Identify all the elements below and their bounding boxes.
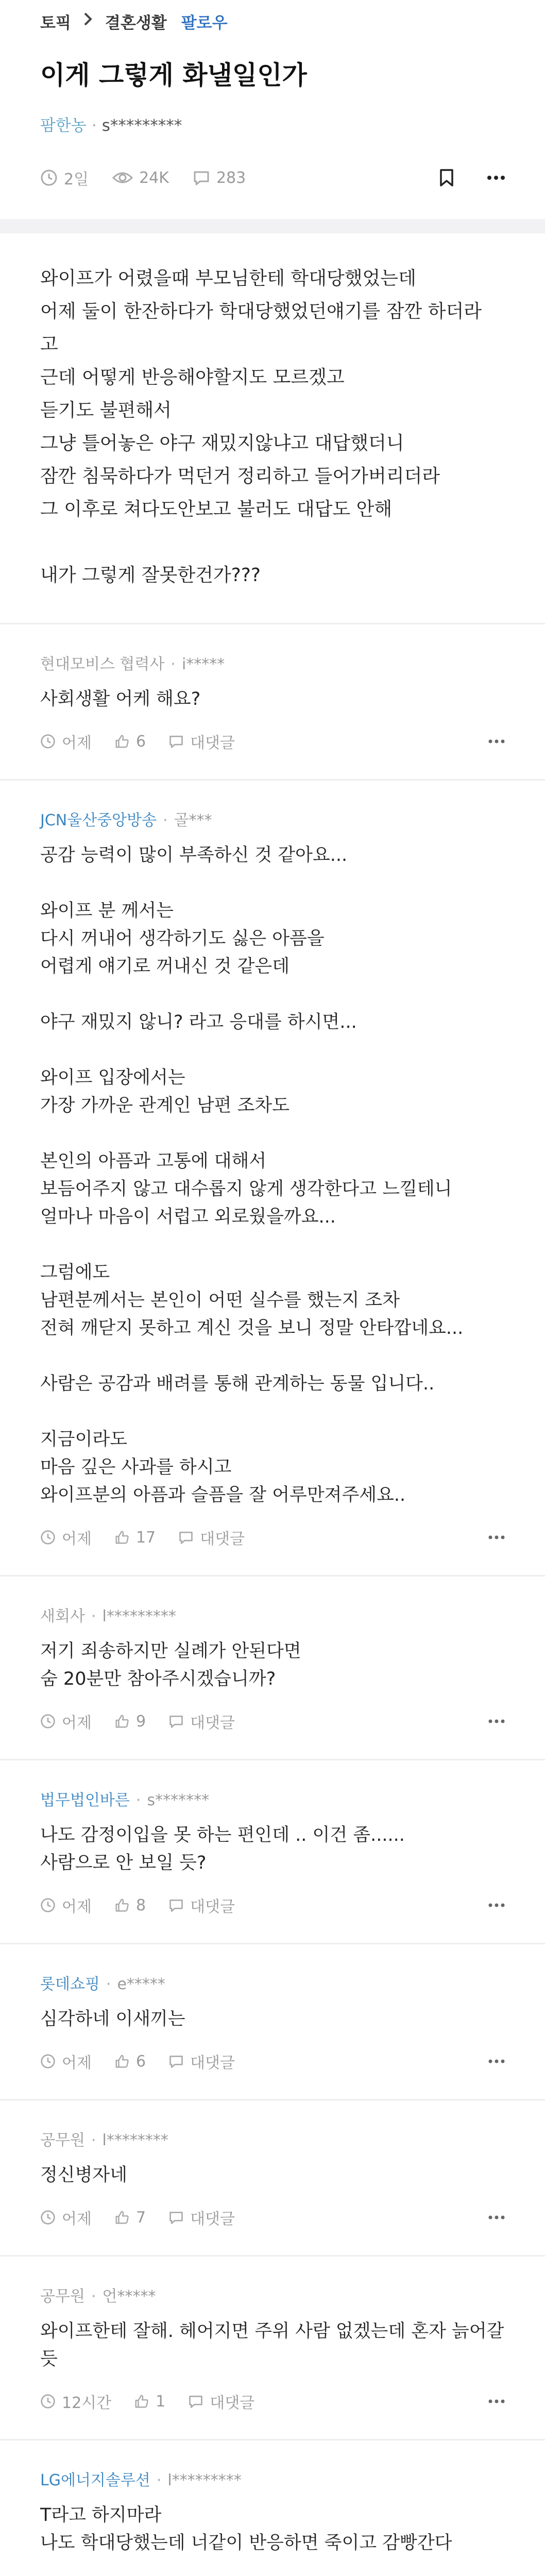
comment-footer — [40, 2043, 505, 2079]
like-button[interactable] — [114, 2053, 146, 2071]
comment-text: 공감 능력이 많이 부족하신 것 같아요... 와이프 분 께서는 다시 꺼내어 생각하기도 싫은 아픔을 어렵게 얘기로 꺼내신 것 같은데 야구 재밌지 않니? 라고 응대를 하시면... 와이프 입장에서는 가장 가까운 관계인 남편 조차도 본인의 아픔과 고통에 대해서 보듬어주지 않고 대수롭지 않게 생각한다고 느낄테니 얼마나 마음이 서럽고 외로웠을까요... 그럼에도 남편분께서는 본인이 어떤 실수를 했는지 조차 전혀 깨닫지 못하고 계신 것을 보니 정말 안타깝네요... 사람은 공감과 배려를 통해 관계하는 동물 입니다.. 지금이라도 마음 깊은 사과를 하시고 와이프분의 아픔과 슬픔을 잘 어루만져주세요.. — [40, 845, 464, 1505]
thumbs-up-icon — [114, 2054, 136, 2069]
clock-icon — [40, 2210, 62, 2225]
section-divider — [0, 219, 545, 233]
comment-user: 골*** — [174, 811, 212, 829]
comment-company[interactable]: 현대모비스 협력사 — [40, 655, 165, 673]
comment-company[interactable]: LG에너지솔루션 — [40, 2471, 150, 2489]
post-body-line — [40, 526, 505, 559]
post-views: 24K — [139, 168, 169, 187]
post-body-line: 고 — [40, 334, 58, 355]
comment-time: 어제 — [62, 1898, 92, 1916]
post-body-line: 그냥 틀어놓은 야구 재밌지않냐고 대답했더니 — [40, 433, 404, 454]
comment-time: 어제 — [62, 734, 92, 752]
like-count: 7 — [135, 2208, 146, 2227]
comment-footer — [40, 2383, 505, 2419]
like-count: 6 — [135, 732, 146, 751]
comment-company[interactable]: 롯데쇼핑 — [40, 1975, 100, 1993]
more-icon[interactable] — [488, 2399, 505, 2403]
post-body-line: 내가 그렇게 잘못한건가??? — [40, 565, 261, 586]
comment-footer — [40, 2567, 505, 2576]
more-icon[interactable] — [487, 175, 505, 180]
comment-user: i***** — [181, 655, 225, 673]
like-button[interactable] — [114, 1713, 146, 1731]
reply-button[interactable] — [168, 2050, 235, 2073]
clock-icon — [40, 2394, 62, 2409]
comment-company[interactable]: 법무법인바른 — [40, 1791, 130, 1809]
reply-button[interactable] — [188, 2390, 254, 2413]
reply-label: 대댓글 — [190, 1714, 235, 1732]
breadcrumb — [40, 0, 505, 42]
like-count: 9 — [135, 1712, 146, 1731]
post-meta — [40, 157, 505, 198]
reply-label: 대댓글 — [210, 2394, 255, 2412]
reply-label: 대댓글 — [200, 1530, 245, 1548]
post-body-line: 듣기도 불편해서 — [40, 400, 172, 421]
reply-label — [200, 2574, 245, 2576]
comment-item — [0, 1759, 545, 1943]
post-body-line: 와이프가 어렸을때 부모님한테 학대당했었는데 — [40, 268, 416, 289]
breadcrumb-category[interactable]: 결혼생활 — [105, 13, 167, 32]
post-body-line: 잠깐 침묵하다가 먹던거 정리하고 들어가버리더라 — [40, 466, 440, 487]
thumbs-up-icon — [114, 2210, 136, 2225]
comment-time: 12시간 — [62, 2394, 112, 2412]
like-button[interactable] — [134, 2393, 165, 2411]
like-button[interactable] — [114, 2209, 146, 2227]
reply-label: 대댓글 — [190, 2210, 235, 2228]
comment-item — [0, 1575, 545, 1759]
clock-icon — [40, 2054, 62, 2069]
like-button[interactable] — [114, 733, 146, 751]
comment-header: 공무원 · 언***** — [40, 2287, 156, 2306]
comment-text: 정신병자네 — [40, 2165, 128, 2185]
reply-button[interactable] — [168, 730, 235, 753]
post-body-line: 어제 둘이 한잔하다가 학대당했었던얘기를 잠깐 하더라 — [40, 301, 482, 322]
clock-icon — [40, 1530, 62, 1545]
comment-icon — [188, 2394, 210, 2409]
comment-icon — [168, 2054, 190, 2069]
comment-company[interactable]: 새회사 — [40, 1607, 85, 1625]
comment-text: 나도 감정이입을 못 하는 편인데 .. 이건 좀...... 사람으로 안 보일 듯? — [40, 1825, 405, 1873]
post-time: 2일 — [64, 171, 89, 189]
post-body — [0, 233, 545, 623]
reply-label: 대댓글 — [190, 734, 235, 752]
comment-footer — [40, 2199, 505, 2235]
comment-item — [0, 2099, 545, 2255]
comment-time: 어제 — [62, 2210, 92, 2228]
reply-label: 대댓글 — [190, 1898, 235, 1916]
author-id: s********* — [101, 116, 182, 135]
more-icon[interactable] — [488, 2215, 505, 2219]
comment-item — [0, 779, 545, 1575]
comment-text: 와이프한테 잘해. 헤어지면 주위 사람 없겠는데 혼자 늙어갈 듯 — [40, 2321, 504, 2369]
comment-icon — [178, 1530, 200, 1545]
clock-icon — [40, 734, 62, 749]
comment-text: T라고 하지마라 나도 학대당했는데 너같이 반응하면 죽이고 감빵간다 — [40, 2505, 452, 2553]
comment-time: 어제 — [62, 1714, 92, 1732]
comment-user: l********* — [167, 2471, 242, 2489]
comment-user: l******** — [102, 2131, 168, 2149]
comment-company[interactable]: JCN울산중앙방송 — [40, 811, 157, 829]
page-title: 이게 그렇게 화낼일인가 — [40, 60, 307, 90]
more-icon[interactable] — [488, 1535, 505, 1539]
bookmark-icon[interactable] — [439, 168, 454, 187]
thumbs-up-icon — [114, 734, 136, 749]
comment-time: 어제 — [62, 2054, 92, 2072]
comment-header: 공무원 · l******** — [40, 2131, 168, 2149]
comment-text: 사회생활 어케 해요? — [40, 689, 201, 709]
reply-button[interactable] — [168, 1710, 235, 1733]
comment-item — [0, 2255, 545, 2439]
comment-icon — [168, 1714, 190, 1729]
comment-item — [0, 2439, 545, 2576]
thumbs-up-icon — [114, 1714, 136, 1729]
comment-time — [62, 2574, 101, 2576]
reply-button[interactable] — [178, 2574, 245, 2576]
more-icon[interactable] — [488, 1719, 505, 1723]
like-count: 8 — [135, 1896, 146, 1914]
comment-time: 어제 — [62, 1530, 92, 1548]
comment-text: 저기 죄송하지만 실례가 안된다면 숨 20분만 참아주시겠습니까? — [40, 1641, 301, 1689]
comment-icon — [193, 169, 216, 187]
comment-header: LG에너지솔루션 · l********* — [40, 2471, 242, 2489]
comment-icon — [168, 2210, 190, 2225]
comment-icon — [168, 1897, 190, 1913]
follow-button[interactable]: 팔로우 — [181, 13, 228, 32]
chevron-right-icon — [82, 12, 94, 30]
comment-user: 언***** — [102, 2287, 156, 2306]
comment-item — [0, 623, 545, 779]
clock-icon — [40, 1714, 62, 1729]
post-author[interactable]: 팜한농 · s********* — [40, 116, 182, 135]
thumbs-up-icon — [134, 2394, 156, 2409]
eye-icon — [112, 170, 139, 185]
post-comment-count: 283 — [216, 168, 246, 187]
more-icon[interactable] — [488, 739, 505, 743]
like-count: 6 — [135, 2052, 146, 2071]
more-icon[interactable] — [488, 2059, 505, 2063]
like-button[interactable] — [114, 1896, 146, 1914]
reply-button[interactable] — [178, 1526, 245, 1549]
thumbs-up-icon — [114, 1530, 136, 1545]
comment-footer — [40, 723, 505, 759]
comment-item — [0, 1943, 545, 2099]
reply-button[interactable] — [168, 1894, 235, 1917]
comment-header: 새회사 · l********* — [40, 1607, 176, 1625]
comment-company[interactable]: 공무원 — [40, 2131, 85, 2149]
thumbs-up-icon — [114, 1897, 136, 1913]
post-body-line: 그 이후로 쳐다도안보고 불러도 대답도 안해 — [40, 499, 393, 520]
like-count: 17 — [135, 1528, 156, 1547]
comment-icon — [168, 734, 190, 749]
comment-user: e***** — [117, 1975, 165, 1993]
reply-button[interactable] — [168, 2206, 235, 2229]
like-button[interactable] — [114, 1529, 156, 1547]
like-count: 1 — [156, 2392, 166, 2411]
comment-header: JCN울산중앙방송 · 골*** — [40, 811, 212, 829]
author-company[interactable]: 팜한농 — [40, 116, 87, 135]
comment-user: s******* — [147, 1791, 210, 1809]
comment-footer — [40, 1887, 505, 1923]
comment-list — [0, 623, 545, 2576]
comment-footer — [40, 1519, 505, 1555]
comment-company[interactable]: 공무원 — [40, 2287, 85, 2306]
comment-text: 심각하네 이새끼는 — [40, 2009, 185, 2029]
post-body-line: 근데 어떻게 반응해야할지도 모르겠고 — [40, 367, 345, 388]
clock-icon — [40, 1897, 62, 1913]
comment-user: l********* — [102, 1607, 176, 1625]
more-icon[interactable] — [488, 1903, 505, 1907]
reply-label: 대댓글 — [190, 2054, 235, 2072]
clock-icon — [40, 169, 64, 187]
breadcrumb-topic[interactable]: 토픽 — [40, 13, 71, 32]
comment-header: 롯데쇼핑 · e***** — [40, 1975, 165, 1993]
comment-footer — [40, 1703, 505, 1739]
comment-header: 법무법인바른 · s******* — [40, 1791, 210, 1809]
comment-header: 현대모비스 협력사 · i***** — [40, 655, 225, 673]
